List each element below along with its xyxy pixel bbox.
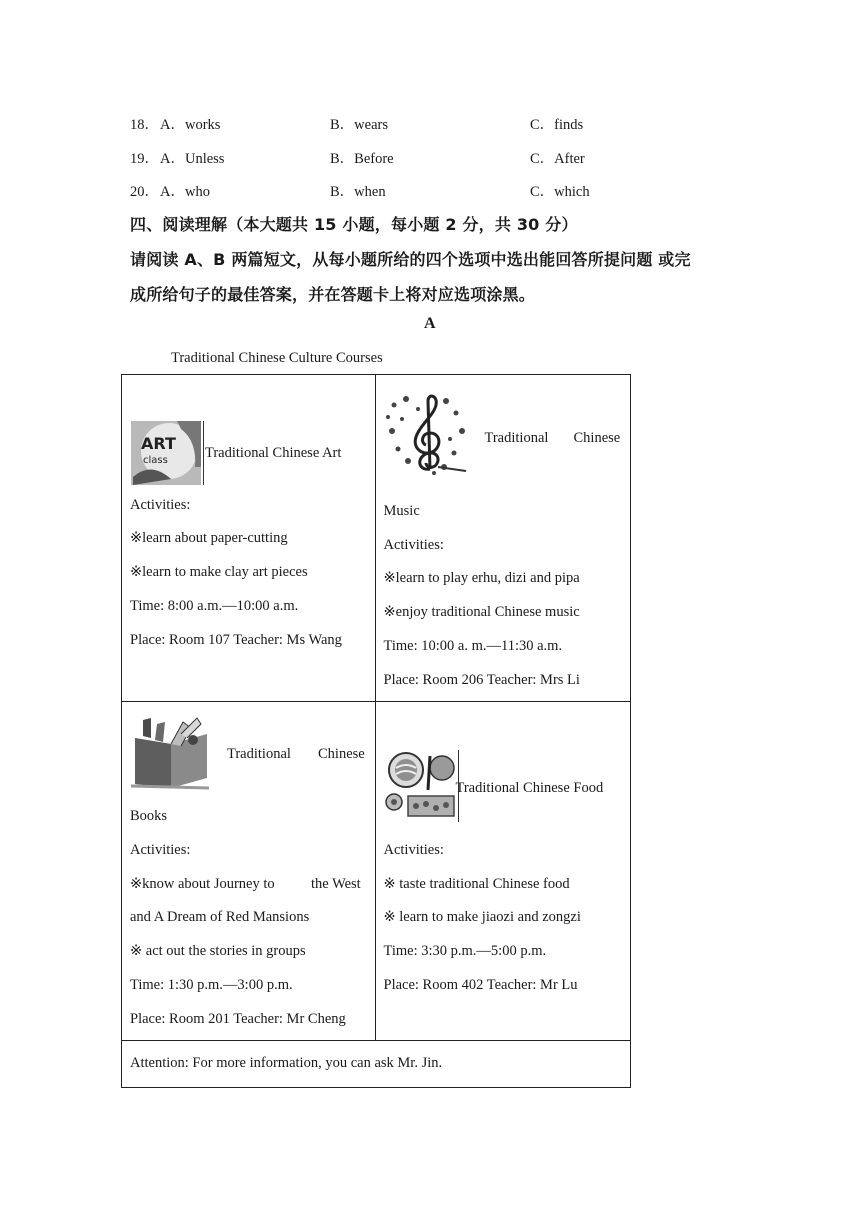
food-time: Time: 3:30 p.m.—5:00 p.m. (383, 943, 547, 959)
books-title-part-3: Books (130, 808, 168, 824)
music-activities-label: Activities: (383, 537, 444, 553)
art-activity-1: ※learn about paper-cutting (130, 530, 288, 546)
music-title-part-3: Music (383, 503, 420, 519)
svg-text:ART: ART (141, 434, 176, 453)
food-activity-2: ※ learn to make jiaozi and zongzi (383, 909, 581, 925)
books-activity-1-line-1: ※know about Journey to (130, 876, 275, 892)
option-b: B．when (330, 184, 386, 200)
courses-table (121, 374, 631, 1088)
section-heading: 四、阅读理解（本大题共 15 小题，每小题 2 分，共 30 分） (130, 215, 578, 234)
instruction-line-1: 请阅读 A、B 两篇短文，从每小题所给的四个选项中选出能回答所提问题 或完 (130, 250, 691, 269)
instruction-line-2: 成所给句子的最佳答案，并在答题卡上将对应选项涂黑。 (130, 285, 536, 304)
food-place: Place: Room 402 Teacher: Mr Lu (383, 977, 578, 993)
food-activities-label: Activities: (383, 842, 444, 858)
attention-note: Attention: For more information, you can ask Mr. Jin. (130, 1055, 443, 1071)
table-caption: Traditional Chinese Culture Courses (171, 350, 383, 366)
art-title: Traditional Chinese Art (205, 445, 342, 461)
question-number: 20． (130, 184, 159, 200)
books-place: Place: Room 201 Teacher: Mr Cheng (130, 1011, 346, 1027)
food-title: Traditional Chinese Food (455, 780, 604, 796)
music-title-part-2: Chinese (573, 430, 621, 446)
music-time: Time: 10:00 a. m.—11:30 a.m. (383, 638, 563, 654)
question-number: 19． (130, 151, 159, 167)
option-a: A．works (160, 117, 221, 133)
option-a: A．Unless (160, 151, 225, 167)
option-b: B．Before (330, 151, 394, 167)
option-b: B．wears (330, 117, 388, 133)
books-time: Time: 1:30 p.m.—3:00 p.m. (130, 977, 293, 993)
music-activity-2: ※enjoy traditional Chinese music (383, 604, 580, 620)
books-title-part-2: Chinese (318, 746, 365, 762)
food-activity-1: ※ taste traditional Chinese food (383, 876, 570, 892)
art-place: Place: Room 107 Teacher: Ms Wang (130, 632, 342, 648)
books-activity-2: ※ act out the stories in groups (130, 943, 306, 959)
svg-text:class: class (143, 455, 168, 466)
art-activities-label: Activities: (130, 497, 191, 513)
option-a: A．who (160, 184, 210, 200)
cell-art (122, 375, 376, 702)
cell-music (375, 375, 631, 702)
books-icon (131, 714, 209, 790)
option-c: C．After (530, 151, 585, 167)
art-time: Time: 8:00 a.m.—10:00 a.m. (130, 598, 299, 614)
passage-label: A (424, 315, 436, 332)
books-activities-label: Activities: (130, 842, 191, 858)
option-c: C．finds (530, 117, 584, 133)
music-place: Place: Room 206 Teacher: Mrs Li (383, 672, 580, 688)
books-activity-1-line-2: and A Dream of Red Mansions (130, 909, 310, 925)
music-activity-1: ※learn to play erhu, dizi and pipa (383, 570, 580, 586)
food-icon (384, 750, 459, 822)
music-title-part-1: Traditional (484, 430, 549, 446)
cell-food (375, 702, 631, 1041)
cell-attention (122, 1041, 631, 1088)
music-note-icon (384, 391, 470, 479)
cell-books (122, 702, 376, 1041)
question-number: 18． (130, 117, 159, 133)
art-class-icon (131, 421, 204, 485)
books-title-part-1: Traditional (227, 746, 291, 762)
option-c: C．which (530, 184, 590, 200)
art-activity-2: ※learn to make clay art pieces (130, 564, 308, 580)
books-activity-1-line-1b: the West (311, 876, 361, 892)
